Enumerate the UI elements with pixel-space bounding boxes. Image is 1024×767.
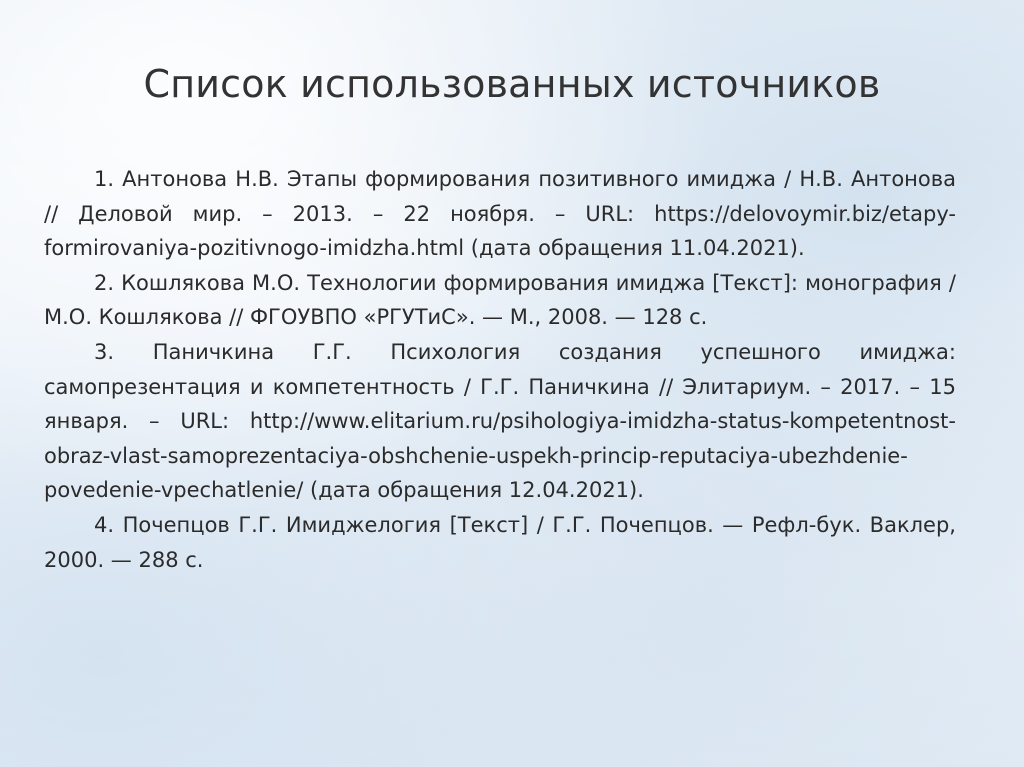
reference-entry-3: 3. Паничкина Г.Г. Психология создания успешного имиджа: самопрезентация и компетентность / Г.Г. Паничкина // Элитариум. – 2017. – 15 января. – URL: http://www.elitarium.ru/psihologiya-imidzha-status-kompetentnost-obraz-vlast-samoprezentaciya-obshchenie-uspekh-princip-reputaciya-ubezhdenie-povedenie-vpechatlenie/ (дата обращения 12.04.2021).: [44, 339, 956, 503]
slide-title: Список использованных источников: [143, 62, 881, 106]
reference-entry-1: 1. Антонова Н.В. Этапы формирования позитивного имиджа / Н.В. Антонова // Деловой мир. – 2013. – 22 ноября. – URL: https://delovoymir.biz/etapy-formirovaniya-pozitivnogo-imidzha.html (дата обращения 11.04.2021).: [44, 167, 956, 261]
reference-entry-4: 4. Почепцов Г.Г. Имиджелогия [Текст] / Г.Г. Почепцов. — Рефл-бук. Ваклер, 2000. — 288 с.: [44, 512, 956, 572]
reference-list: [44, 162, 956, 577]
reference-entry-2: 2. Кошлякова М.О. Технологии формирования имиджа [Текст]: монография / М.О. Кошлякова // ФГОУВПО «РГУТиС». — М., 2008. — 128 с.: [44, 270, 956, 330]
